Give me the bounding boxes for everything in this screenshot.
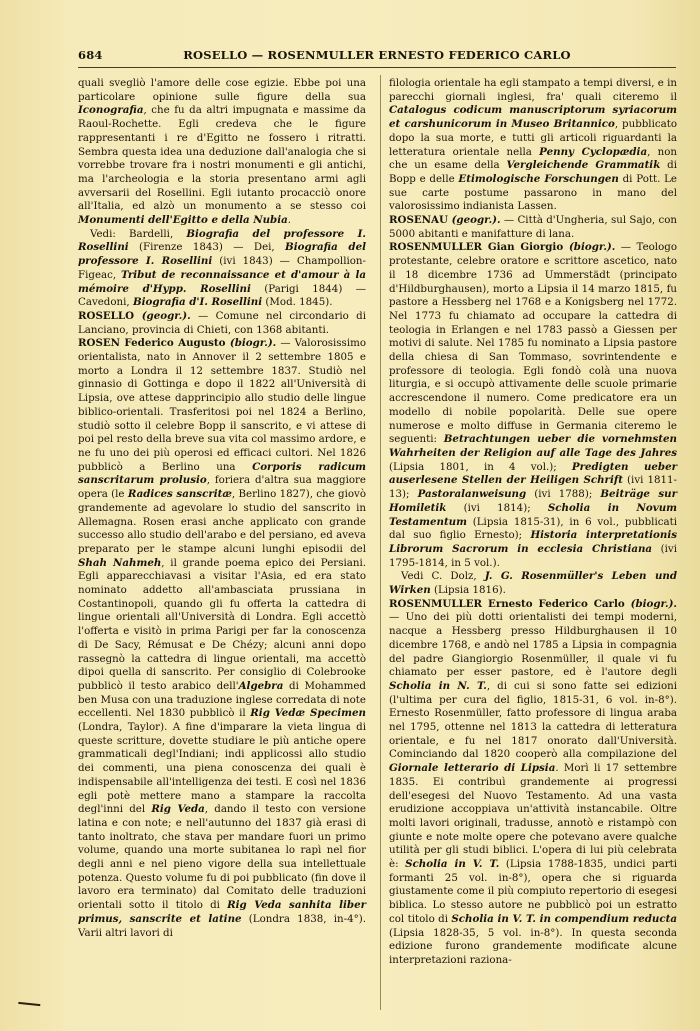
italic-text: Pastoralanweisung bbox=[417, 488, 527, 501]
italic-text: Biografia del professore I. Rosellini bbox=[78, 227, 367, 254]
italic-text: Scholia in V. T. bbox=[405, 858, 500, 871]
running-title: ROSELLO — ROSENMULLER ERNESTO FEDERICO CARLO bbox=[183, 48, 571, 62]
right-column bbox=[389, 77, 677, 968]
paragraph bbox=[389, 214, 677, 241]
body-text: (Lipsia 1815-31), in 6 vol., pubblicati dal suo figlio Ernesto); bbox=[389, 515, 677, 542]
italic-text: Algebra bbox=[238, 679, 284, 692]
body-text: (Lipsia 1816). bbox=[430, 584, 506, 597]
body-text: (Lipsia 1801, in 4 vol.); bbox=[389, 460, 572, 473]
italic-text: Scholia in N. T. bbox=[389, 679, 487, 692]
paragraph bbox=[78, 310, 366, 337]
body-text: (ivi 1795-1814, in 5 vol.). bbox=[389, 542, 677, 569]
body-text: — Città d'Ungheria, sul Sajo, con 5000 abitanti e manifatture di lana. bbox=[389, 214, 677, 240]
entry-headword: ROSENMULLER Gian Giorgio bbox=[389, 241, 564, 254]
body-text: , foriera d'altra sua maggiore opera (le bbox=[78, 474, 366, 501]
body-text: (Londra 1838, in-4°). Varii altri lavori di bbox=[78, 912, 367, 939]
italic-text: Biografia d'I. Rosellini bbox=[132, 296, 263, 309]
body-text: di Bopp e delle bbox=[389, 159, 677, 185]
body-text: . Morì li 17 settembre 1835. Ei contribuì grandemente ai progressi dell'esegesi del Nuovo Testamento. Ad una vasta erudizione accoppiava un'attività instancabile. Oltre molti lavori originali, tradusse, annotò e ristampò con giunte e note molte opere che potevano avere qualche utilità per gli studi biblici. L'opera di lui più celebrata è: bbox=[389, 762, 677, 871]
body-text: (Lipsia 1788-1835, undici parti formanti 25 vol. in-8°), opera che si riguarda giustamente come il più compiuto repertorio di esegesi biblica. Lo stesso autore ne pubblicò poi un estratto col titolo di bbox=[389, 858, 677, 925]
italic-text: (biogr.). bbox=[225, 337, 277, 350]
body-text: (Parigi 1844) — Cavedoni, bbox=[78, 282, 366, 309]
paragraph bbox=[389, 570, 677, 597]
paragraph bbox=[389, 598, 677, 968]
italic-text: Penny Cyclopædia bbox=[539, 145, 648, 158]
italic-text: Etimologische Forschungen bbox=[458, 172, 619, 185]
entry-headword: ROSEN Federico Augusto bbox=[78, 337, 226, 350]
italic-text: (biogr.). bbox=[563, 241, 616, 254]
italic-text: Rig Vedæ Specimen bbox=[250, 707, 367, 720]
body-text: (ivi 1843) — Champollion-Figeac, bbox=[78, 255, 366, 281]
italic-text: Tribut de reconnaissance et d'amour à la mémoire d'Hypp. Rosellini bbox=[78, 268, 366, 295]
italic-text: Radices sanscritæ bbox=[127, 488, 232, 501]
italic-text: Rig Veda bbox=[151, 803, 205, 816]
body-text: . bbox=[287, 214, 292, 227]
italic-text: Scholia in Novum Testamentum bbox=[389, 501, 677, 528]
header-rule bbox=[78, 67, 676, 68]
italic-text: (geogr.). bbox=[134, 309, 191, 322]
body-text: di Pott. Le sue carte postume passarono in mano del valorosissimo indianista Lassen. bbox=[389, 172, 677, 213]
body-text: — Comune nel circondario di Lanciano, provincia di Chieti, con 1368 abitanti. bbox=[78, 309, 367, 336]
italic-text: Shah Nahmeh bbox=[78, 556, 162, 569]
entry-headword: ROSENMULLER Ernesto Federico Carlo bbox=[389, 597, 625, 610]
paragraph bbox=[78, 77, 366, 228]
body-text: (Mod. 1845). bbox=[262, 296, 333, 309]
italic-text: Giornale letterario di Lipsia bbox=[389, 762, 556, 775]
body-text: , il grande poema epico dei Persiani. Egli apparecchiavasi a visitar l'Asia, ed era stato nominato addetto all'ambasciata prussiana in Costantinopoli, quando gli fu offerta la cattedra di lingue orientali all'Università di Londra. Egli accettò l'offerta e visitò in prima Parigi per far la conoscenza di De Sacy, Rémusat e De Chézy; alcuni anni dopo rassegnò la cattedra di lingue orientali, ma accettò dipoi quella di sanscrito. Per consiglio di Colebrooke pubblicò il testo arabico dell' bbox=[78, 556, 366, 692]
entry-headword: ROSELLO bbox=[78, 309, 135, 322]
italic-text: Rig Veda sanhita liber primus, sanscrite et latine bbox=[78, 899, 367, 925]
body-text: (ivi 1788); bbox=[526, 488, 601, 501]
italic-text: Historia interpretationis Librorum Sacrorum in ecclesia Christiana bbox=[389, 529, 677, 555]
body-text: (Londra, Taylor). A fine d'imparare la vieta lingua di queste scritture, dovette studiare le più antiche opere grammaticali degl'Indiani; indi applicossi allo studio dei commenti, una piena conoscenza dei quali è indispensabile all'intelligenza dei testi. E così nel 1836 egli potè mettere mano a stampare la raccolta degl'inni del bbox=[78, 721, 366, 816]
body-text: , di cui si sono fatte sei edizioni (l'ultima per cura del figlio, 1815-31, 6 vol. in-8°). Ernesto Rosenmüller, fatto professore di lingua araba nel 1795, ottenne nel 1813 la cattedra di letteratura orientale, e fu nel 1817 onorato dall'Università. Cominciando dal 1820 cooperò alla compilazione del bbox=[389, 679, 677, 761]
body-text: — Teologo protestante, celebre oratore e scrittore ascetico, nato il 18 dicembre 1736 ad Ummerstädt (principato d'Hildburghausen), morto a Lipsia il 14 marzo 1815, fu pastore a Hessberg nel 1768 e a Konigsberg nel 1772. Nel 1773 fu chiamato ad occupare la cattedra di teologia in Erlangen e nel 1783 passò a Giessen per motivi di salute. Nel 1785 fu nominato a Lipsia pastore della chiesa di San Tommaso, sovrintendente e professore di teologia. Egli fondò colà una nuova liturgia, e si occupò attivamente delle scuole primarie accrescendone il numero. Come predicatore era un modello di nobile popolarità. Delle sue opere numerose e molto diffuse in Germania citeremo le seguenti: bbox=[389, 241, 677, 446]
italic-text: Beiträge sur Homiletik bbox=[389, 488, 677, 514]
body-text: — Valorosissimo orientalista, nato in Annover il 2 settembre 1805 e morto a Londra il 12 settembre 1837. Studiò nel ginnasio di Gottinga e dopo il 1822 all'Università di Lipsia, ove attese dapprincipio allo studio delle lingue biblico-orientali. Trasferitosi poi nel 1824 a Berlino, studiò sotto il celebre Bopp il sanscrito, e vi attese di poi pel resto della breve sua vita col massimo ardore, e ne fu uno dei più operosi ed efficaci cultori. Nel 1826 pubblicò a Berlino una bbox=[78, 337, 366, 473]
body-text: di Mohammed ben Musa con una traduzione inglese corredata di note eccellenti. Nel 1830 pubblicò il bbox=[78, 679, 366, 720]
page-number: 684 bbox=[78, 48, 103, 62]
paragraph bbox=[78, 228, 366, 310]
italic-text: J. G. Rosenmüller's Leben und Wirken bbox=[389, 570, 678, 597]
italic-text: Scholia in V. T. in compendium reducta bbox=[451, 912, 677, 925]
italic-text: Catalogus codicum manuscriptorum syriacorum et carshunicorum in Museo Britannico bbox=[389, 104, 677, 131]
body-text: filologia orientale ha egli stampato a tempi diversi, e in parecchi giornali inglesi, fra' quali citeremo il bbox=[389, 77, 677, 103]
body-text: , pubblicato dopo la sua morte, e tutti gli articoli riguardanti la letteratura orientale nella bbox=[389, 118, 678, 158]
italic-text: (geogr.). bbox=[447, 214, 501, 227]
italic-text: Corporis radicum sanscritarum prolusio bbox=[78, 460, 366, 487]
running-header bbox=[78, 48, 676, 64]
italic-text: Biografia del professore I. Rosellini bbox=[78, 241, 366, 268]
body-text: Vedi C. Dolz, bbox=[401, 570, 485, 583]
entry-headword: ROSENAU bbox=[389, 214, 448, 227]
body-text: , non che un esame della bbox=[389, 145, 678, 172]
body-text: , dando il testo con versione latina e con note; e nell'autunno del 1837 già erasi di tanto inoltrato, che stava per mandare fuori un primo volume, quando una morte subitanea lo rapì nel fior degli anni e nel pieno vigore della sua intellettuale potenza. Questo volume fu di poi pubblicato (fin dove il lavoro era terminato) dal Comitato delle traduzioni orientali sotto il titolo di bbox=[78, 803, 366, 912]
body-text: (ivi 1814); bbox=[446, 501, 548, 514]
paragraph bbox=[389, 77, 677, 214]
paragraph bbox=[78, 337, 366, 940]
body-text: (Firenze 1843) — Dei, bbox=[128, 241, 286, 254]
italic-text: Predigten ueber auserlesene Stellen der Heiligen Schrift bbox=[389, 460, 678, 487]
column-divider bbox=[380, 75, 381, 1010]
paragraph bbox=[389, 241, 677, 570]
margin-mark bbox=[18, 1002, 41, 1012]
body-text: — Uno dei più dotti orientalisti dei tempi moderni, nacque a Hessberg presso Hildburghausen il 10 dicembre 1768, e andò nel 1785 a Lipsia in compagnia del padre Giangiorgio Rosenmüller, il quale vi fu chiamato per esser pastore, ed è l'autore degli bbox=[389, 611, 677, 679]
italic-text: Betrachtungen ueber die vornehmsten Wahrheiten der Religion auf alle Tage des Jahres bbox=[389, 433, 677, 459]
body-text: , Berlino 1827), che giovò grandemente ad agevolare lo studio del sanscrito in Allemagna. Rosen erasi anche applicato con grande successo allo studio dell'arabo e del persiano, ed aveva preparato per le stampe alcuni lunghi episodii del bbox=[78, 488, 367, 555]
body-text: Vedi: Bardelli, bbox=[90, 227, 187, 240]
italic-text: (biogr.). bbox=[624, 597, 677, 610]
body-text: , che fu da altri impugnata e massime da Raoul-Rochette. Egli credeva che le figure rappresentanti i re d'Egitto ne fossero i ritratti. Sembra questa idea una deduzione dall'analogia che si vorrebbe trovare fra i nostri monumenti e gli antichi, ma l'archeologia e la storia presentano armi agli avversarii del Rosellini. Egli iutanto procacciò onore all'Italia, ed alzò un monumento a se stesso coi bbox=[78, 104, 366, 213]
italic-text: Iconografia bbox=[78, 104, 144, 117]
left-column bbox=[78, 77, 366, 940]
italic-text: Monumenti dell'Egitto e della Nubia bbox=[78, 214, 288, 227]
italic-text: Vergleichende Grammatik bbox=[506, 159, 661, 172]
body-text: (Lipsia 1828-35, 5 vol. in-8°). In questa seconda edizione furono grandemente modificate alcune interpretazioni raziona- bbox=[389, 926, 677, 966]
body-text: quali svegliò l'amore delle cose egizie. Ebbe poi una particolare opinione sulle figure della sua bbox=[78, 77, 366, 103]
body-text: (ivi 1811-13); bbox=[389, 474, 677, 501]
